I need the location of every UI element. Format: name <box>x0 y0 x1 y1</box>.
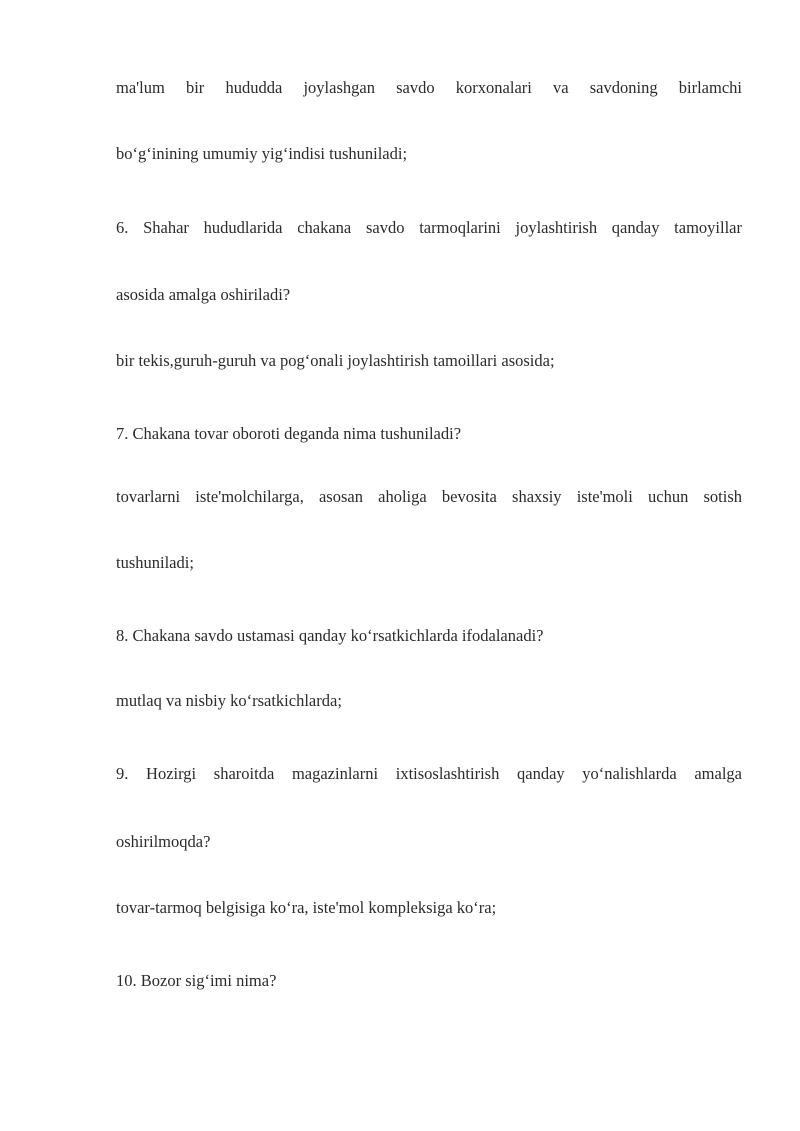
question-8: 8. Chakana savdo ustamasi qanday ko‘rsatkichlarda ifodalanadi? <box>116 626 544 645</box>
answer-5-line-2: bo‘g‘inining umumiy yig‘indisi tushuniladi; <box>116 144 408 163</box>
question-10: 10. Bozor sig‘imi nima? <box>116 971 277 990</box>
answer-5-line-1: ma'lum bir hududda joylashgan savdo korxonalari va savdoning birlamchi <box>116 78 742 97</box>
question-9-line-1: 9. Hozirgi sharoitda magazinlarni ixtisoslashtirish qanday yo‘nalishlarda amalga <box>116 764 742 783</box>
answer-9: tovar-tarmoq belgisiga ko‘ra, iste'mol kompleksiga ko‘ra; <box>116 898 497 917</box>
question-6-line-2: asosida amalga oshiriladi? <box>116 285 291 304</box>
answer-7-line-2: tushuniladi; <box>116 553 194 572</box>
question-7: 7. Chakana tovar oboroti deganda nima tushuniladi? <box>116 424 462 443</box>
question-6-line-1: 6. Shahar hududlarida chakana savdo tarmoqlarini joylashtirish qanday tamoyillar <box>116 218 742 237</box>
answer-7-line-1: tovarlarni iste'molchilarga, asosan aholiga bevosita shaxsiy iste'moli uchun sotish <box>116 487 742 506</box>
question-9-line-2: oshirilmoqda? <box>116 832 211 851</box>
answer-8: mutlaq va nisbiy ko‘rsatkichlarda; <box>116 691 342 710</box>
answer-6: bir tekis,guruh-guruh va pog‘onali joylashtirish tamoillari asosida; <box>116 351 555 370</box>
